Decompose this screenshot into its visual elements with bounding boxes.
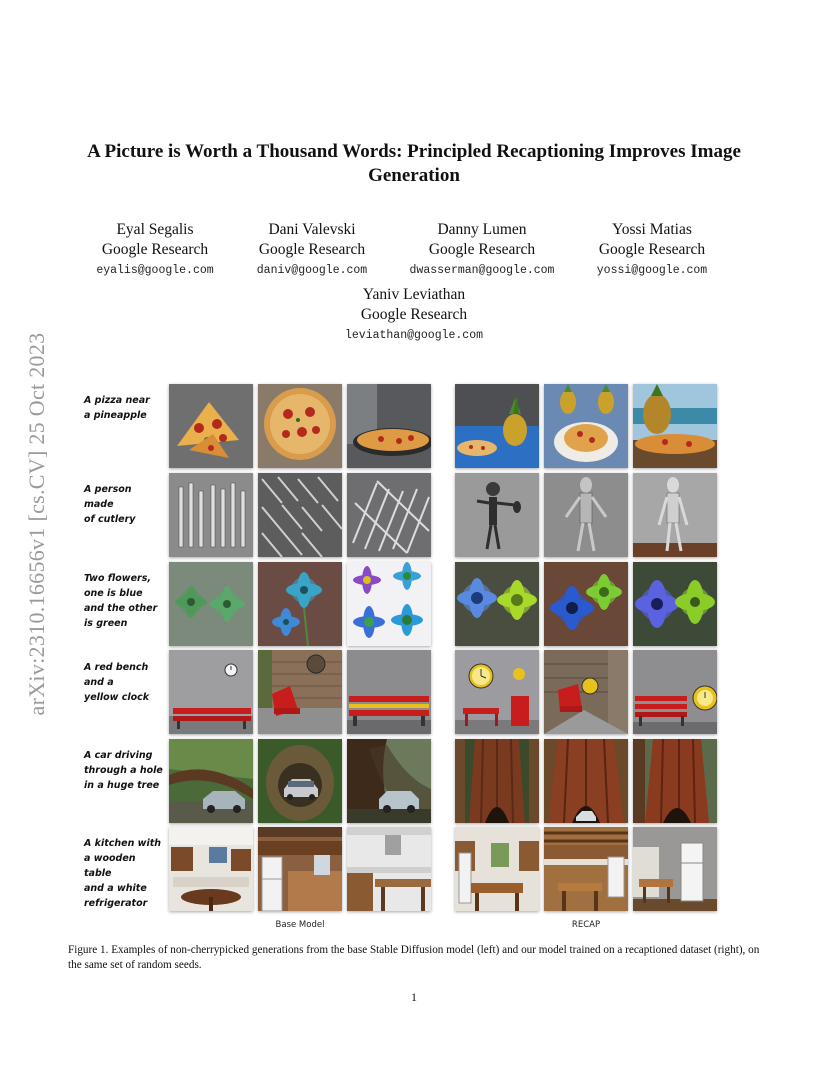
image-recap-pizza-2 <box>544 384 628 468</box>
image-recap-flowers-3 <box>633 562 717 646</box>
prompt-line: A red bench <box>84 662 149 673</box>
author-affiliation: Google Research <box>428 241 536 258</box>
author-name: Yaniv Leviathan <box>362 286 466 303</box>
prompt-line: in a huge tree <box>84 780 160 791</box>
image-base-bench-2 <box>258 650 342 734</box>
image-base-car-3 <box>347 739 431 823</box>
prompt-caption <box>84 482 164 527</box>
prompt-line: and a white <box>84 883 147 894</box>
author-email[interactable]: yossi@google.com <box>596 264 708 277</box>
image-recap-bench-2 <box>544 650 628 734</box>
image-recap-car-2 <box>544 739 628 823</box>
prompt-line: A person made <box>84 484 132 510</box>
image-recap-flowers-2 <box>544 562 628 646</box>
author-email[interactable]: leviathan@google.com <box>344 329 484 342</box>
image-recap-car-1 <box>455 739 539 823</box>
image-recap-pizza-1 <box>455 384 539 468</box>
author-block <box>314 285 514 345</box>
arxiv-stamp-text: arXiv:2310.16656v1 [cs.CV] 25 Oct 2023 <box>24 332 49 716</box>
prompt-caption <box>84 836 164 911</box>
figure-caption: Figure 1. Examples of non-cherrypicked generations from the base Stable Diffusion model (left) and our model trained on a recaptioned dataset (right), on the same set of random seeds. <box>68 944 760 971</box>
image-base-kitchen-2 <box>258 827 342 911</box>
author-block <box>392 220 572 280</box>
image-recap-kitchen-3 <box>633 827 717 911</box>
image-base-bench-3 <box>347 650 431 734</box>
author-affiliation: Google Research <box>101 241 209 258</box>
author-name: Dani Valevski <box>268 221 356 238</box>
prompt-caption <box>84 748 164 793</box>
prompt-line: a wooden table <box>84 853 136 879</box>
prompt-line: of cutlery <box>84 514 136 525</box>
author-affiliation: Google Research <box>598 241 706 258</box>
author-block <box>577 220 727 280</box>
image-base-car-2 <box>258 739 342 823</box>
image-base-pizza-2 <box>258 384 342 468</box>
author-email[interactable]: eyalis@google.com <box>96 264 214 277</box>
image-recap-flowers-1 <box>455 562 539 646</box>
image-recap-bench-1 <box>455 650 539 734</box>
image-base-flowers-1 <box>169 562 253 646</box>
prompt-line: through a hole <box>84 765 163 776</box>
author-email[interactable]: daniv@google.com <box>256 264 368 277</box>
prompt-line: yellow clock <box>84 692 150 703</box>
prompt-line: Two flowers, <box>84 573 151 584</box>
base-model-label: Base Model <box>275 920 325 930</box>
prompt-caption <box>84 660 164 705</box>
prompt-caption <box>84 571 164 631</box>
paper-title <box>40 140 788 188</box>
image-base-kitchen-1 <box>169 827 253 911</box>
author-email[interactable]: dwasserman@google.com <box>409 264 555 277</box>
prompt-line: is green <box>84 618 128 629</box>
author-name: Eyal Segalis <box>116 221 194 238</box>
author-block <box>237 220 387 280</box>
prompt-line: A kitchen with <box>84 838 162 849</box>
image-base-cutlery-2 <box>258 473 342 557</box>
image-base-cutlery-3 <box>347 473 431 557</box>
image-recap-kitchen-1 <box>455 827 539 911</box>
image-base-pizza-1 <box>169 384 253 468</box>
image-recap-cutlery-2 <box>544 473 628 557</box>
arxiv-stamp <box>24 290 50 758</box>
prompt-line: a pineapple <box>84 410 147 421</box>
author-affiliation: Google Research <box>360 306 468 323</box>
prompt-line: A car driving <box>84 750 153 761</box>
image-base-pizza-3 <box>347 384 431 468</box>
image-base-bench-1 <box>169 650 253 734</box>
title-line-2: Generation <box>368 165 460 186</box>
prompt-line: A pizza near <box>84 395 150 406</box>
prompt-line: refrigerator <box>84 898 148 909</box>
image-recap-kitchen-2 <box>544 827 628 911</box>
author-affiliation: Google Research <box>258 241 366 258</box>
prompt-caption <box>84 393 164 423</box>
recap-label: RECAP <box>571 920 601 930</box>
prompt-line: and a <box>84 677 114 688</box>
page-number: 1 <box>411 990 417 1004</box>
prompt-line: and the other <box>84 603 158 614</box>
image-base-flowers-2 <box>258 562 342 646</box>
image-base-cutlery-1 <box>169 473 253 557</box>
title-line-1: A Picture is Worth a Thousand Words: Principled Recaptioning Improves Image <box>87 141 741 162</box>
author-name: Yossi Matias <box>612 221 692 238</box>
image-recap-car-3 <box>633 739 717 823</box>
image-recap-cutlery-3 <box>633 473 717 557</box>
prompt-line: one is blue <box>84 588 143 599</box>
image-recap-bench-3 <box>633 650 717 734</box>
author-name: Danny Lumen <box>437 221 527 238</box>
image-recap-pizza-3 <box>633 384 717 468</box>
image-base-car-1 <box>169 739 253 823</box>
author-block <box>80 220 230 280</box>
image-base-flowers-3 <box>347 562 431 646</box>
image-recap-cutlery-1 <box>455 473 539 557</box>
image-base-kitchen-3 <box>347 827 431 911</box>
